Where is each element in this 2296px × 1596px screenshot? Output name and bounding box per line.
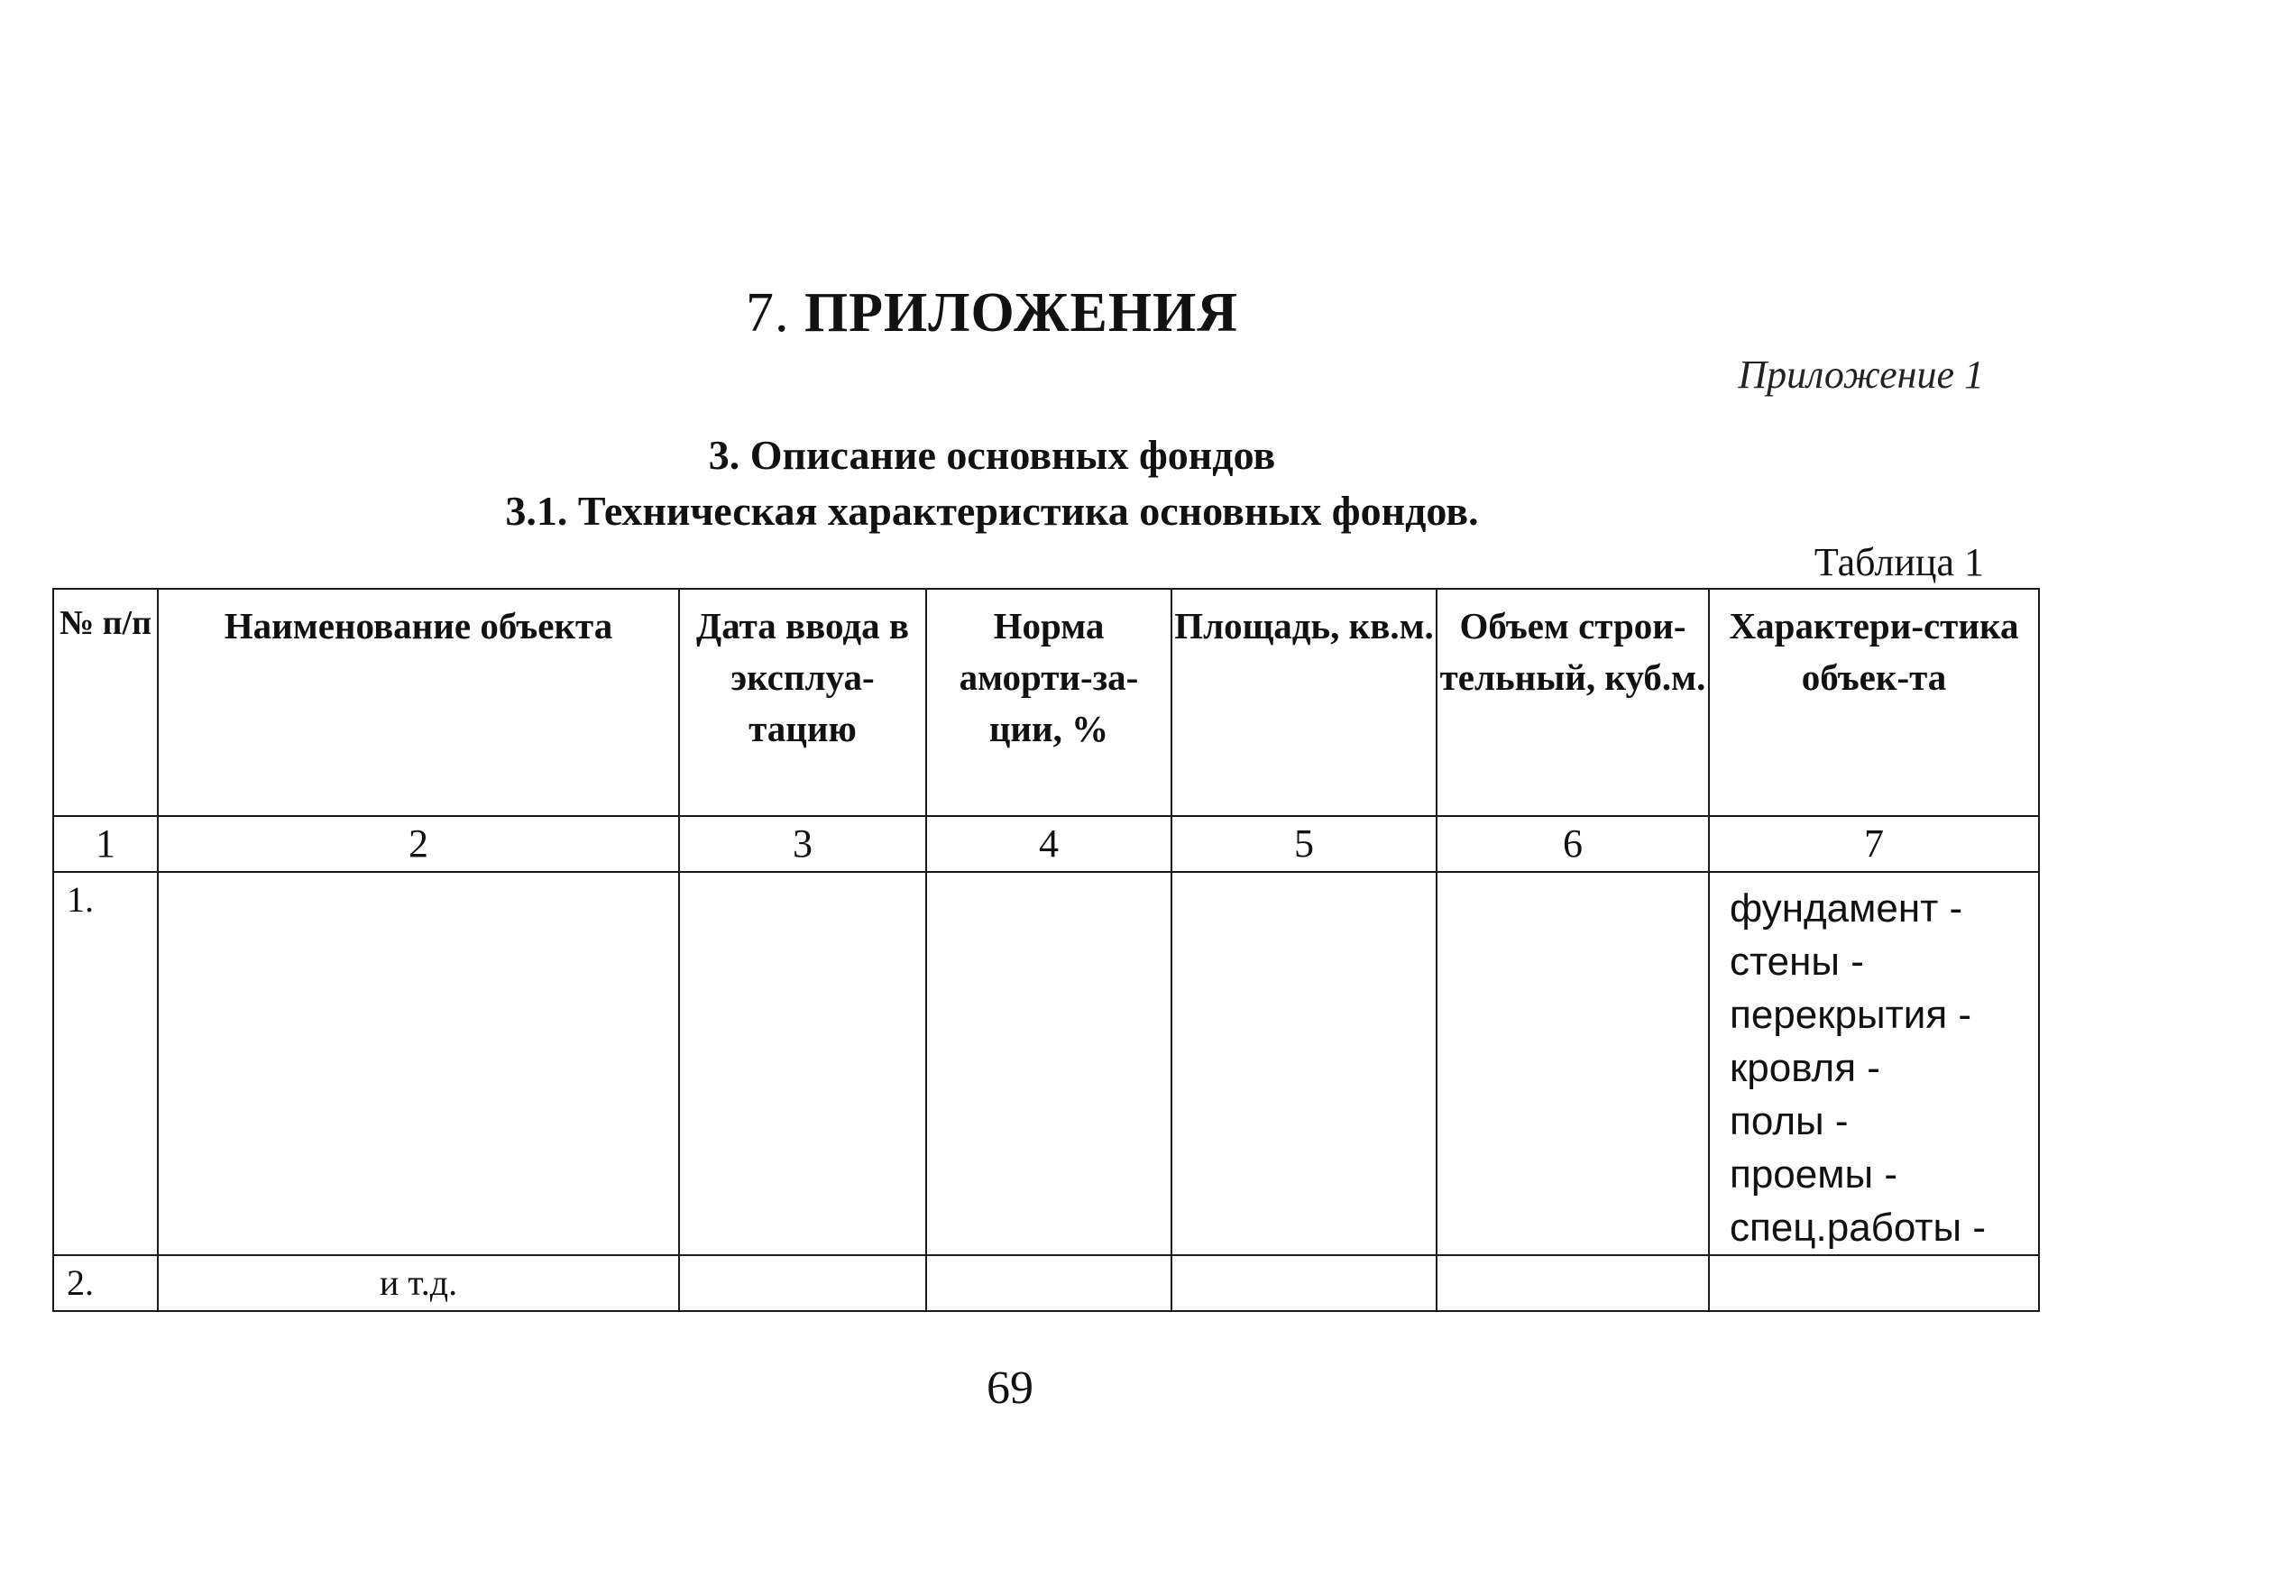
list-item: проемы - — [1730, 1152, 1897, 1197]
list-item: кровля - — [1730, 1046, 1880, 1090]
row-number: 1. — [67, 879, 94, 920]
page-number: 69 — [987, 1362, 1033, 1414]
column-number: 4 — [926, 816, 1171, 872]
column-number: 6 — [1437, 816, 1709, 872]
characteristics-cell — [1709, 1255, 2039, 1311]
column-number: 1 — [53, 816, 158, 872]
header-cell-date: Дата ввода в эксплуа-тацию — [679, 589, 926, 816]
characteristics-cell — [1709, 872, 2039, 1255]
list-item: перекрытия - — [1730, 993, 1972, 1037]
list-item: спец.работы - — [1730, 1206, 1987, 1250]
area-cell — [1171, 1255, 1437, 1311]
column-number: 7 — [1709, 816, 2039, 872]
section-title — [0, 281, 1984, 345]
section-number: 7. — [745, 282, 790, 344]
row-number-cell — [53, 1255, 158, 1311]
header-cell-area: Площадь, кв.м. — [1171, 589, 1437, 816]
header-cell-number: № п/п — [53, 589, 158, 816]
column-number: 3 — [679, 816, 926, 872]
table-header-row — [53, 589, 2039, 816]
column-number: 2 — [158, 816, 679, 872]
section-title-text: ПРИЛОЖЕНИЯ — [804, 282, 1239, 344]
characteristics-list — [1710, 873, 2038, 1254]
table-row — [53, 872, 2039, 1255]
heading-fixed-assets: 3. Описание основных фондов — [708, 432, 1276, 478]
date-cell — [679, 1255, 926, 1311]
header-cell-volume: Объем строи-тельный, куб.м. — [1437, 589, 1709, 816]
depreciation-cell — [926, 872, 1171, 1255]
fixed-assets-table — [52, 588, 2040, 1312]
table-label: Таблица 1 — [1814, 540, 1984, 584]
header-cell-name: Наименование объекта — [158, 589, 679, 816]
heading-technical-characteristics: 3.1. Техническая характеристика основных фондов. — [505, 488, 1479, 534]
column-number: 5 — [1171, 816, 1437, 872]
row-number: 2. — [67, 1262, 94, 1303]
table-row — [53, 1255, 2039, 1311]
list-item: стены - — [1730, 940, 1864, 984]
area-cell — [1171, 872, 1437, 1255]
list-item: фундамент - — [1730, 886, 1963, 931]
volume-cell — [1437, 1255, 1709, 1311]
list-item: полы - — [1730, 1099, 1849, 1143]
depreciation-cell — [926, 1255, 1171, 1311]
object-name-cell: и т.д. — [158, 1255, 679, 1311]
object-name-cell — [158, 872, 679, 1255]
row-number-cell — [53, 872, 158, 1255]
appendix-label: Приложение 1 — [1738, 353, 1984, 397]
column-number-row — [53, 816, 2039, 872]
date-cell — [679, 872, 926, 1255]
volume-cell — [1437, 872, 1709, 1255]
header-cell-characteristics: Характери-стика объек-та — [1709, 589, 2039, 816]
header-cell-depreciation: Норма аморти-за-ции, % — [926, 589, 1171, 816]
